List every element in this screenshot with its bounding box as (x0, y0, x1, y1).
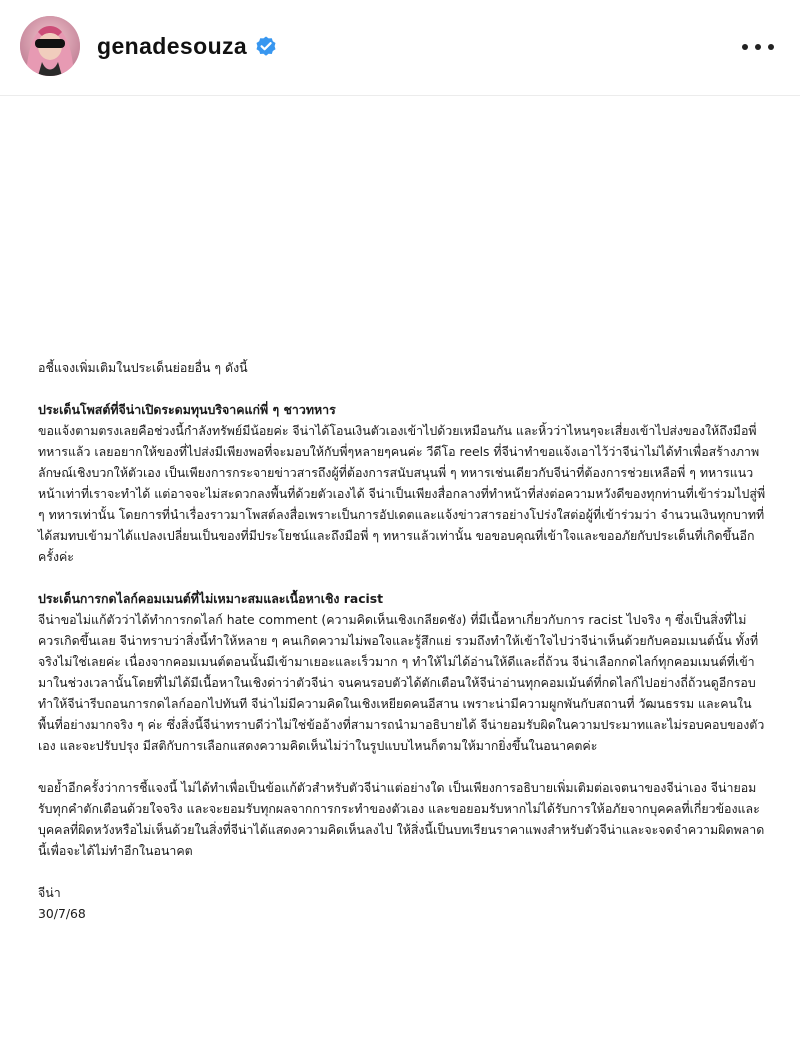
post-header (0, 0, 800, 96)
closing-paragraph: ขอย้ำอีกครั้งว่าการชี้แจงนี้ ไม่ได้ทำเพื่อเป็นข้อแก้ตัวสำหรับตัวจีน่าแต่อย่างใด เป็นเพียงการอธิบายเพิ่มเติมต่อเจตนาของจีน่าเอง จีน่ายอมรับทุกคำตักเตือนด้วยใจจริง และจะยอมรับทุกผลจากการกระทำของตัวเอง และขอยอมรับหากไม่ได้รับการให้อภัยจากบุคคลที่เกี่ยวข้องและบุคคลที่ผิดหวังหรือไม่เห็นด้วยในสิ่งที่จีน่าได้แสดงความคิดเห็นลงไป ให้สิ่งนี้เป็นบทเรียนราคาแพงสำหรับตัวจีน่าและจะจดจำความผิดพลาดนี้เพื่อจะได้ไม่ทำอีกในอนาคต (38, 780, 765, 858)
statement-document (38, 357, 768, 924)
section1-body: ขอแจ้งตามตรงเลยคือช่วงนี้กำลังทรัพย์มีน้อยค่ะ จีน่าได้โอนเงินตัวเองเข้าไปด้วยเหมือนกัน และหิ้วว่าไหนๆจะเสี่ยงเข้าไปส่งของให้ถึงมือพี่ทหารแล้ว เลยอยากให้ของที่ไปส่งมีเพียงพอที่จะมอบให้กับพี่ๆหลายๆคนค่ะ วีดีโอ reels ที่จีน่าทำขอแจ้งเอาไว้ว่าจีน่าไม่ได้ทำเพื่อสร้างภาพลักษณ์เชิงบวกให้ตัวเอง เป็นเพียงการกระจายข่าวสารถึงผู้ที่ต้องการสนับสนุนพี่ ๆ ทหารเช่นเดียวกับจีน่าที่ต้องการช่วยเหลือพี่ ๆ ทหารแนวหน้าเท่าที่เราจะทำได้ แต่อาจจะไม่สะดวกลงพื้นที่ด้วยตัวเองได้ จีน่าเป็นเพียงสื่อกลางที่ทำหน้าที่ส่งต่อความหวังดีของทุกท่านที่เข้าร่วมไปสู่พี่ ๆ ทหารเท่านั้น โดยการที่นำเรื่องราวมาโพสต์ลงสื่อเพราะเป็นการอัปเดตและแจ้งข่าวสารอย่างโปร่งใสต่อผู้ที่เข้าร่วมว่า จำนวนเงินทุกบาทที่ได้สมทบเข้ามาได้แปลงเปลี่ยนเป็นของที่มีประโยชน์และถึงมือพี่ ๆ ทหารแล้วเท่านั้น ขอขอบคุณที่เข้าใจและขออภัยกับประเด็นที่เกิดขึ้นอีกครั้งค่ะ (38, 423, 766, 564)
dot-icon (755, 44, 761, 50)
section1-heading: ประเด็นโพสต์ที่จีน่าเปิดระดมทุนบริจาคแก่พี่ ๆ ชาวทหาร (38, 402, 336, 417)
dot-icon (768, 44, 774, 50)
section2-body: จีน่าขอไม่แก้ตัวว่าได้ทำการกดไลก์ hate comment (ความคิดเห็นเชิงเกลียดชัง) ที่มีเนื้อหาเกี่ยวกับการ racist ไปจริง ๆ ซึ่งเป็นสิ่งที่ไม่ควรเกิดขึ้นเลย จีน่าทราบว่าสิ่งนี้ทำให้หลาย ๆ คนเกิดความไม่พอใจและรู้สึกแย่ รวมถึงทำให้เข้าใจไปว่าจีน่าเห็นด้วยกับคอมเมนต์นั้น ทั้งที่จริงไม่ใช่เลยค่ะ เนื่องจากคอมเมนต์ตอนนั้นมีเข้ามาเยอะและเร็วมาก ๆ ทำให้ไม่ได้อ่านให้ดีและถี่ถ้วน จีน่าเลือกกดไลก์ทุกคอมเมนต์ที่เข้ามาในช่วงเวลานั้นโดยที่ไม่ได้มีเนื้อหาในเชิงด่าว่าตัวจีน่า จนคนรอบตัวได้ตักเตือนให้จีน่าอ่านทุกคอมเม้นต์ที่กดไลก์ไปอย่างถี่ถ้วนดูอีกรอบ ทำให้จีน่ารีบถอนการกดไลก์ออกไปทันที จีน่าไม่มีความคิดในเชิงเหยียดคนอีสาน เพราะน่ามีความผูกพันกับสถานที่ วัฒนธรรม และคนในพื้นที่อย่างมากจริง ๆ ค่ะ ซึ่งสิ่งนี้จีน่าทราบดีว่าไม่ใช่ข้ออ้างที่สามารถนำมาอธิบายได้ จีน่ายอมรับผิดในความประมาทและไม่รอบคอบของตัวเอง และจะปรับปรุง มีสติกับการเลือกแสดงความคิดเห็นไม่ว่าในรูปแบบไหนก็ตามให้มากยิ่งขึ้นในอนาคตค่ะ (38, 612, 765, 753)
dot-icon (742, 44, 748, 50)
signature: จีน่า (38, 885, 61, 900)
more-options-icon[interactable] (738, 35, 778, 59)
avatar-photo (20, 16, 80, 76)
date: 30/7/68 (38, 906, 86, 921)
username[interactable]: genadesouza (97, 33, 248, 59)
avatar[interactable] (20, 16, 80, 76)
section2-heading: ประเด็นการกดไลก์คอมเมนต์ที่ไม่เหมาะสมและเนื้อหาเชิง racist (38, 591, 384, 606)
account-name[interactable] (97, 31, 278, 61)
verified-badge-icon (254, 34, 278, 58)
intro-line: อชี้แจงเพิ่มเติมในประเด็นย่อยอื่น ๆ ดังนี้ (38, 360, 248, 375)
